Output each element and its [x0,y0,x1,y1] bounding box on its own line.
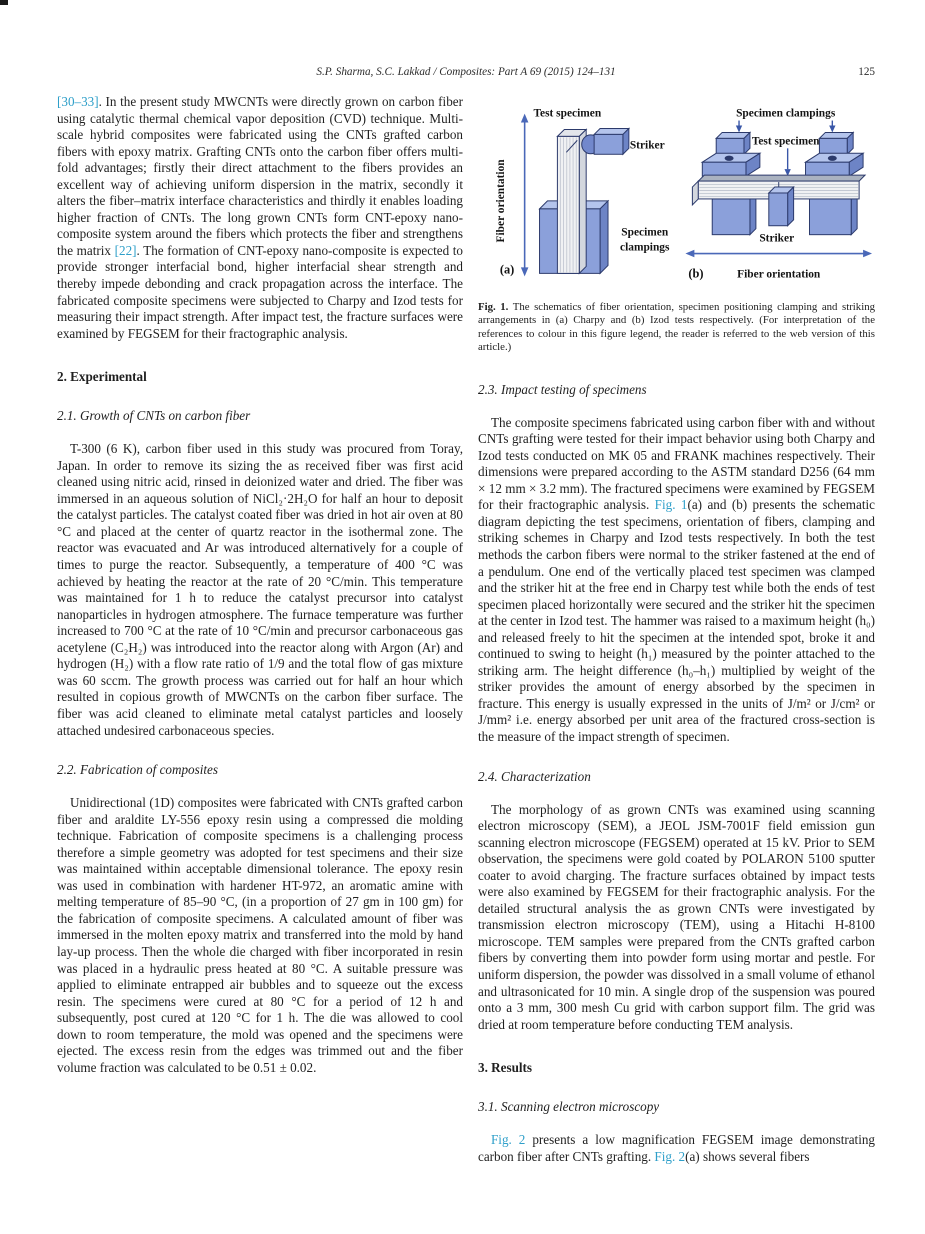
citation-link[interactable]: [30–33] [57,94,99,109]
figure-1-image [478,96,875,286]
section-3-1-heading: 3.1. Scanning electron microscopy [478,1099,660,1115]
fig1b-striker [769,187,794,226]
section-2-4-paragraph: The morphology of as grown CNTs was examined using scanning electron microscopy (SEM), a JEOL JSM-7001F field emission gun scanning electron microscope (FEGSEM) operated at 15 kV. Prior to SEM observation, the specimens were gold coated by POLARON 5100 sputter coater to avoid charging. The fracture surfaces obtained by impact tests were also examined by FEGSEM for their fractographic analysis. For the detailed structural analysis the as grown CNTs were investigated by transmission electron microscopy (TEM), using a Hitachi H-8100 microscope. TEM samples were prepared from the CNTs grafted carbon fibers by converting them into powder form using mortar and pestle. For uniform dispersion, the powder was dissolved in a small volume of ethanol and ultrasonicated for 10 min. A single drop of the suspension was poured onto a 3 mm, 300 mesh Cu grid with carbon support film. The grid was dried at room temperature before conducting TEM analysis. [478,801,875,1032]
right-column [478,94,875,1165]
citation-link[interactable]: Fig. 2 [491,1132,526,1148]
fig1a-clampings-label-line1: Specimen [621,226,669,239]
section-3-1-paragraph: Fig. 2 presents a low magnification FEGSEM image demonstrating carbon fiber after CNTs grafting. Fig. 2(a) shows several fibers [478,1132,875,1164]
section-2-4-heading: 2.4. Characterization [478,768,591,784]
fig1b-striker-label: Striker [759,232,795,245]
fig1b-clampings-label: Specimen clampings [736,107,836,120]
fig1a-test-specimen [557,129,586,273]
fig1b-panel-letter: (b) [688,266,704,281]
section-3-heading: 3. Results [478,1060,533,1076]
running-head [57,66,875,78]
scan-corner-artifact [0,0,8,5]
figure-1-caption: Fig. 1. The schematics of fiber orientation, specimen positioning clamping and striking arrangements in (a) Charpy and (b) Izod tests respectively. (For interpretation of the references to colour in this figure legend, the reader is referred to the web version of this article.) [478,301,876,354]
fig1a-clampings-label-line2: clampings [620,241,670,254]
citation-link[interactable]: Fig. 2 [654,1148,686,1164]
citation-link[interactable]: [22] [114,242,137,258]
fig1a-test-specimen-label: Test specimen [533,107,602,120]
fig1a-striker-label: Striker [629,139,665,152]
section-2-3-paragraph: The composite specimens fabricated using carbon fiber with and without CNTs grafting were tested for their impact behavior using both Charpy and Izod tests conducted on MK 05 and FRANK machines respectively. Their dimensions were prepared according to the ASTM standard D256 (64 mm × 12 mm × 3.2 mm). The fractured specimens were examined by FEGSEM for their fractographic analysis. Fig. 1(a) and (b) presents the schematic diagram depicting the test specimens, orientation of fibers, clamping and striking schemes in Charpy and Izod tests respectively. In both the test methods the carbon fibers were normal to the striker fastened at the end of a pendulum. One end of the vertically placed test specimen was clamped and the striker hit at the free end in Charpy test while both the ends of test specimen placed horizontally were secured and the striker hit the specimen at the center in Izod test. The hammer was raised to a maximum height (h₀) and released freely to hit the specimen at the intended spot, broke it and continued to swing to height (h₁) measured by the pointer attached to the striking arm. The height difference (h₀–h₁) multiplied by weight of the striker provides the amount of energy absorbed by the specimen in fracture. This energy is usually expressed in the units of J/m² or J/cm² or J/mm² i.e. energy absorbed per unit area of the fractured cross-section is the measure of the impact strength of specimen. [478,414,875,745]
section-2-1-heading: 2.1. Growth of CNTs on carbon fiber [57,408,251,424]
fig1b-fiber-orientation-label: Fiber orientation [737,268,821,281]
charpy-schematic [495,108,670,277]
fig1a-fiber-orientation-label: Fiber orientation [494,159,507,243]
page-number: 125 [858,66,875,78]
citation-link[interactable]: Fig. 1 [654,497,688,513]
fig1b-clamp-leader-arrows [739,121,832,127]
izod-schematic [685,108,872,281]
fiber-orientation-arrow-horizontal [685,250,872,258]
section-2-2-paragraph: Unidirectional (1D) composites were fabricated with CNTs grafted carbon fiber and araldite LY-556 epoxy resin using a compressed die molding technique. Fabrication of composite specimens is a challenging process therefore a simple geometry was adopted for test specimens and their size was maintained within acceptable dimensional tolerance. The epoxy resin was used in combination with hardener HT-972, an aromatic amine with melting temperature of 85–90 °C, (in a proportion of 27 gm in 100 gm) for the fabrication of composite specimens. A calculated amount of fiber was immersed in the molten epoxy matrix and transferred into the mold by hand lay-up process. Then the whole die charged with fiber incorporated in resin was placed in a hydraulic press heated at 80 °C. A suitable pressure was applied to eliminate entrapped air bubbles and to squeeze out the excess resin. The specimens were cured at 80 °C for a period of 12 h and subsequently, post cured at 120 °C for 1 h. The die was allowed to cool down to room temperature, the mold was opened and the specimens were ejected. The excess resin from the edges was trimmed out and the fiber volume fraction was calculated to be 0.51 ± 0.02. [57,795,463,1075]
figure-1 [478,96,875,355]
section-2-heading: 2. Experimental [57,369,147,385]
section-2-2-heading: 2.2. Fabrication of composites [57,762,218,778]
left-column [57,94,463,1076]
fig1b-test-specimen-label: Test specimen [751,135,820,148]
caption-label: Fig. 1. [478,301,509,313]
fig1b-clamp-base-plates [702,153,863,176]
fiber-orientation-arrow-vertical [521,114,529,277]
fig1a-panel-letter: (a) [499,262,515,277]
running-title: S.P. Sharma, S.C. Lakkad / Composites: Part A 69 (2015) 124–131 [316,66,616,78]
intro-paragraph: [30–33]. In the present study MWCNTs were directly grown on carbon fiber using catalytic thermal chemical vapor deposition (CVD) technique. Multi-scale hybrid composites were fabricated using the CNTs grafted carbon fibers with epoxy matrix. Grafting CNTs onto the carbon fiber offers multi-fold advantages; firstly their direct attachment to the fibers provides an excellent way of achieving uniform dispersion in the matrix, secondly it alters the fiber–matrix interface characteristics and thirdly it enables loading higher fraction of CNTs. The long grown CNTs form CNT-epoxy nano-composite system around the fibers which protects the fiber and strengthens the matrix [22]. The formation of CNT-epoxy nano-composite is expected to provide stronger interfacial bond, higher interfacial shear strength and thereby impede debonding and crack propagation across the interface. The fabricated composite specimens were subjected to Charpy and Izod tests for measuring their impact strength. After impact test, the fracture surfaces were examined by FEGSEM for their fractographic analysis. [57,94,463,341]
section-2-1-paragraph: T-300 (6 K), carbon fiber used in this study was procured from Toray, Japan. In order to remove its sizing the as received fiber was first acid cleaned using nitric acid, rinsed in deionized water and dried. The fiber was immersed in an aqueous solution of NiCl₂·2H₂O for half an hour to deposit the catalyst particles. The catalyst coated fiber was dried in hot air oven at 80 °C and placed at the center of quartz reactor in the isothermal zone. The reactor was evacuated and Ar was introduced alternatively for a couple of times to purge the reactor. Subsequently, a temperature of 400 °C was achieved by heating the reactor at the rate of 20 °C/min. This temperature was maintained for 1 h to reduce the catalyst precursor into catalyst nanoparticles in hydrogen atmosphere. The furnace temperature was further increased to 700 °C at the rate of 10 °C/min and precursor carbonaceous gas acetylene (C₂H₂) was introduced into the reactor along with Argon (Ar) and hydrogen (H₂) with a flow rate ratio of 1/9 and the total flow of gas mixture was 60 sccm. The growth process was carried out for half an hour which resulted in copious growth of MWCNTs on the carbon fiber surface. The fiber was acid cleaned to eliminate metal catalyst particles and loosely attached undesired carbonaceous species. [57,441,463,738]
section-2-3-heading: 2.3. Impact testing of specimens [478,381,647,397]
fig1a-striker [582,128,629,154]
